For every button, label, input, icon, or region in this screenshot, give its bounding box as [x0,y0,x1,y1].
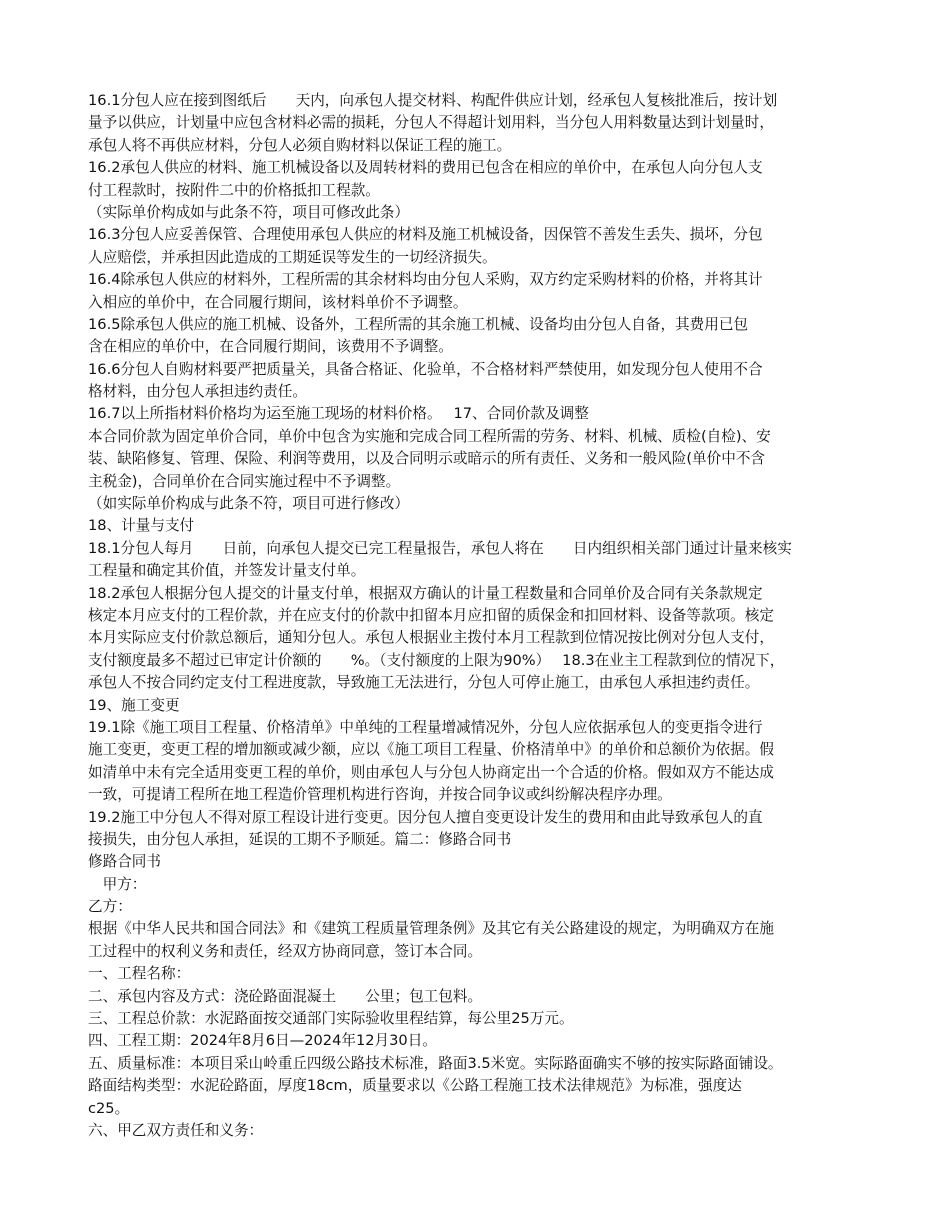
text-line: 如清单中未有完全适用变更工程的单价，则由承包人与分包人协商定出一个合适的价格。假如双方不能达成 [88,763,774,781]
contract-title: 修路合同书 [88,853,161,871]
text-line: 承包人将不再供应材料，分包人必须自购材料以保证工程的施工。 [88,136,512,154]
text-line: 18.2承包人根据分包人提交的计量支付单，根据双方确认的计量工程数量和合同单价及合同有关条款规定 [88,584,763,602]
text-line: 支付额度最多不超过已审定计价额的 %。（支付额度的上限为90%） 18.3在业主工程款到位的情况下， [88,651,785,669]
text-line: 施工变更，变更工程的增加额或减少额，应以《施工项目工程量、价格清单中》的单价和总额价为依据。假 [88,741,774,759]
text-line: 量予以供应，计划量中应包含材料必需的损耗，分包人不得超计划用料，当分包人用料数量达到计划量时， [88,114,774,132]
text-line: 16.7以上所指材料价格均为运至施工现场的材料价格。 17、合同价款及调整 [88,405,589,423]
text-line: 本合同价款为固定单价合同，单价中包含为实施和完成合同工程所需的劳务、材料、机械、质检(自检)、安 [88,427,771,445]
text-line: 一、工程名称： [88,965,191,983]
text-line: 18.1分包人每月 日前，向承包人提交已完工程量报告，承包人将在 日内组织相关部门通过计量来核实 [88,539,792,557]
text-line: 16.1分包人应在接到图纸后 天内，向承包人提交材料、构配件供应计划，经承包人复核批准后，按计划 [88,92,778,109]
text-line: 付工程款时，按附件二中的价格抵扣工程款。 [88,181,380,199]
party-a-line: 甲方： [88,875,147,893]
text-line: 核定本月应支付的工程价款，并在应支付的价款中扣留本月应扣留的质保金和扣回材料、设备等款项。核定 [88,606,774,624]
text-line: 入相应的单价中，在合同履行期间，该材料单价不予调整。 [88,293,468,311]
text-line: （如实际单价构成与此条不符，项目可进行修改） [88,495,410,513]
text-line: 16.4除承包人供应的材料外，工程所需的其余材料均由分包人采购，双方约定采购材料的价格，并将其计 [88,271,763,289]
text-line: 人应赔偿，并承担因此造成的工期延误等发生的一切经济损失。 [88,248,497,266]
section-heading: 19、施工变更 [88,696,180,714]
text-line: 工过程中的权利义务和责任，经双方协商同意，签订本合同。 [88,942,483,960]
text-line: 装、缺陷修复、管理、保险、利润等费用，以及合同明示或暗示的所有责任、义务和一般风险(单价中不含 [88,450,766,468]
text-line: 16.5除承包人供应的施工机械、设备外，工程所需的其余施工机械、设备均由分包人自备，其费用已包 [88,315,749,333]
text-line: 一致，可提请工程所在地工程造价管理机构进行咨询，并按合同争议或纠纷解决程序办理。 [88,786,672,804]
section-heading: 18、计量与支付 [88,517,195,535]
text-line: 路面结构类型：水泥砼路面，厚度18cm，质量要求以《公路工程施工技术法律规范》为标准，强度达 [88,1077,742,1095]
text-line: 19.1除《施工项目工程量、价格清单》中单纯的工程量增减情况外，分包人应依据承包人的变更指令进行 [88,718,763,736]
text-line: 16.6分包人自购材料要严把质量关，具备合格证、化验单，不合格材料严禁使用，如发现分包人使用不合 [88,360,763,378]
text-line: 格材料，由分包人承担违约责任。 [88,383,307,401]
text-line: （实际单价构成如与此条不符，项目可修改此条） [88,203,410,221]
text-line: 四、工程工期：2024年8月6日—2024年12月30日。 [88,1032,437,1050]
text-line: 接损失，由分包人承担，延误的工期不予顺延。篇二：修路合同书 [88,830,512,848]
text-line: 三、工程总价款：水泥路面按交通部门实际验收里程结算，每公里25万元。 [88,1010,574,1028]
document-page [88,90,878,1142]
text-line: 本月实际应支付价款总额后，通知分包人。承包人根据业主拨付本月工程款到位情况按比例对分包人支付， [88,629,774,647]
text-line: 根据《中华人民共和国合同法》和《建筑工程质量管理条例》及其它有关公路建设的规定，为明确双方在施 [88,920,774,938]
text-line: 16.3分包人应妥善保管、合理使用承包人供应的材料及施工机械设备，因保管不善发生丢失、损坏，分包 [88,226,763,244]
text-line: 19.2施工中分包人不得对原工程设计进行变更。因分包人擅自变更设计发生的费用和由此导致承包人的直 [88,808,763,826]
text-line: 二、承包内容及方式：浇砼路面混凝土 公里；包工包料。 [88,987,483,1005]
text-line: 主税金)，合同单价在合同实施过程中不予调整。 [88,472,401,490]
text-line: c25。 [88,1099,130,1117]
text-line: 含在相应的单价中，在合同履行期间，该费用不予调整。 [88,338,453,356]
text-line: 六、甲乙双方责任和义务： [88,1121,264,1139]
text-line: 工程量和确定其价值，并签发计量支付单。 [88,562,366,580]
party-b-line: 乙方： [88,898,132,916]
text-line: 承包人不按合同约定支付工程进度款，导致施工无法进行，分包人可停止施工，由承包人承担违约责任。 [88,674,760,692]
text-line: 16.2承包人供应的材料、施工机械设备以及周转材料的费用已包含在相应的单价中，在承包人向分包人支 [88,159,763,177]
text-line: 五、质量标准：本项目采山岭重丘四级公路技术标准，路面3.5米宽。实际路面确实不够的按实际路面铺设。 [88,1054,783,1072]
